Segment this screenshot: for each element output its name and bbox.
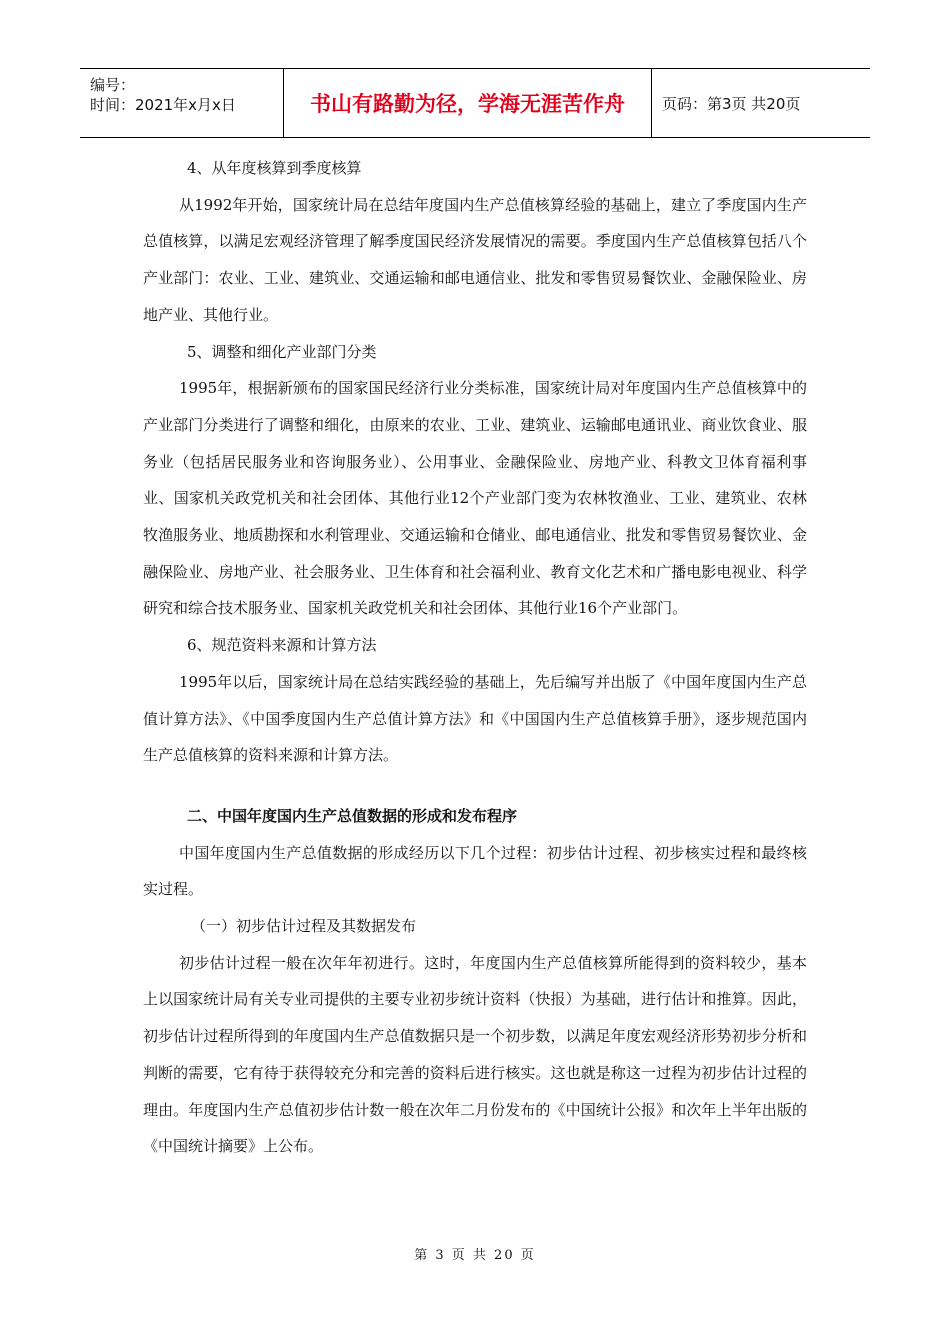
paragraph-data-sources: 1995年以后，国家统计局在总结实践经验的基础上，先后编写并出版了《中国年度国内生产总值计算方法》、《中国季度国内生产总值计算方法》和《中国国内生产总值核算手册》，逐步规范国内生产总值核算的资料来源和计算方法。 <box>143 672 807 765</box>
subsection-heading-preliminary: （一）初步估计过程及其数据发布 <box>191 917 417 936</box>
document-number-label: 编号： <box>90 76 136 94</box>
header-page-info: 页码：第3页 共20页 <box>662 94 801 113</box>
header-motto: 书山有路勤为径，学海无涯苦作舟 <box>283 69 652 137</box>
paragraph-quarterly-accounting: 从1992年开始，国家统计局在总结年度国内生产总值核算经验的基础上，建立了季度国内生产总值核算，以满足宏观经济管理了解季度国民经济发展情况的需要。季度国内生产总值核算包括八个产业部门：农业、工业、建筑业、交通运输和邮电通信业、批发和零售贸易餐饮业、金融保险业、房地产业、其他行业。 <box>143 195 807 324</box>
paragraph-preliminary-estimate: 初步估计过程一般在次年年初进行。这时，年度国内生产总值核算所能得到的资料较少，基本上以国家统计局有关专业司提供的主要专业初步统计资料（快报）为基础，进行估计和推算。因此，初步估计过程所得到的年度国内生产总值数据只是一个初步数，以满足年度宏观经济形势初步分析和判断的需要，它有待于获得较充分和完善的资料后进行核实。这也就是称这一过程为初步估计过程的理由。年度国内生产总值初步估计数一般在次年二月份发布的《中国统计公报》和次年上半年出版的《中国统计摘要》上公布。 <box>143 953 807 1156</box>
page-footer: 第 3 页 共 20 页 <box>414 1248 536 1263</box>
subsection-heading-4: 4、从年度核算到季度核算 <box>187 159 362 177</box>
paragraph-industry-classification: 1995年，根据新颁布的国家国民经济行业分类标准，国家统计局对年度国内生产总值核算中的产业部门分类进行了调整和细化，由原来的农业、工业、建筑业、运输邮电通讯业、商业饮食业、服务业（包括居民服务业和咨询服务业）、公用事业、金融保险业、房地产业、科教文卫体育福利事业、国家机关政党机关和社会团体、其他行业12个产业部门变为农林牧渔业、工业、建筑业、农林牧渔服务业、地质勘探和水利管理业、交通运输和仓储业、邮电通信业、批发和零售贸易餐饮业、金融保险业、房地产业、社会服务业、卫生体育和社会福利业、教育文化艺术和广播电影电视业、科学研究和综合技术服务业、国家机关政党机关和社会团体、其他行业16个产业部门。 <box>143 379 807 618</box>
subsection-heading-6: 6、规范资料来源和计算方法 <box>187 636 377 655</box>
page-header <box>80 68 870 138</box>
document-date: 时间：2021年x月x日 <box>90 96 236 114</box>
document-body <box>143 150 807 1165</box>
header-meta <box>80 69 283 137</box>
paragraph-gdp-formation: 中国年度国内生产总值数据的形成经历以下几个过程：初步估计过程、初步核实过程和最终核实过程。 <box>143 843 807 899</box>
section-heading-2: 二、中国年度国内生产总值数据的形成和发布程序 <box>187 806 518 825</box>
subsection-heading-5: 5、调整和细化产业部门分类 <box>187 342 377 361</box>
